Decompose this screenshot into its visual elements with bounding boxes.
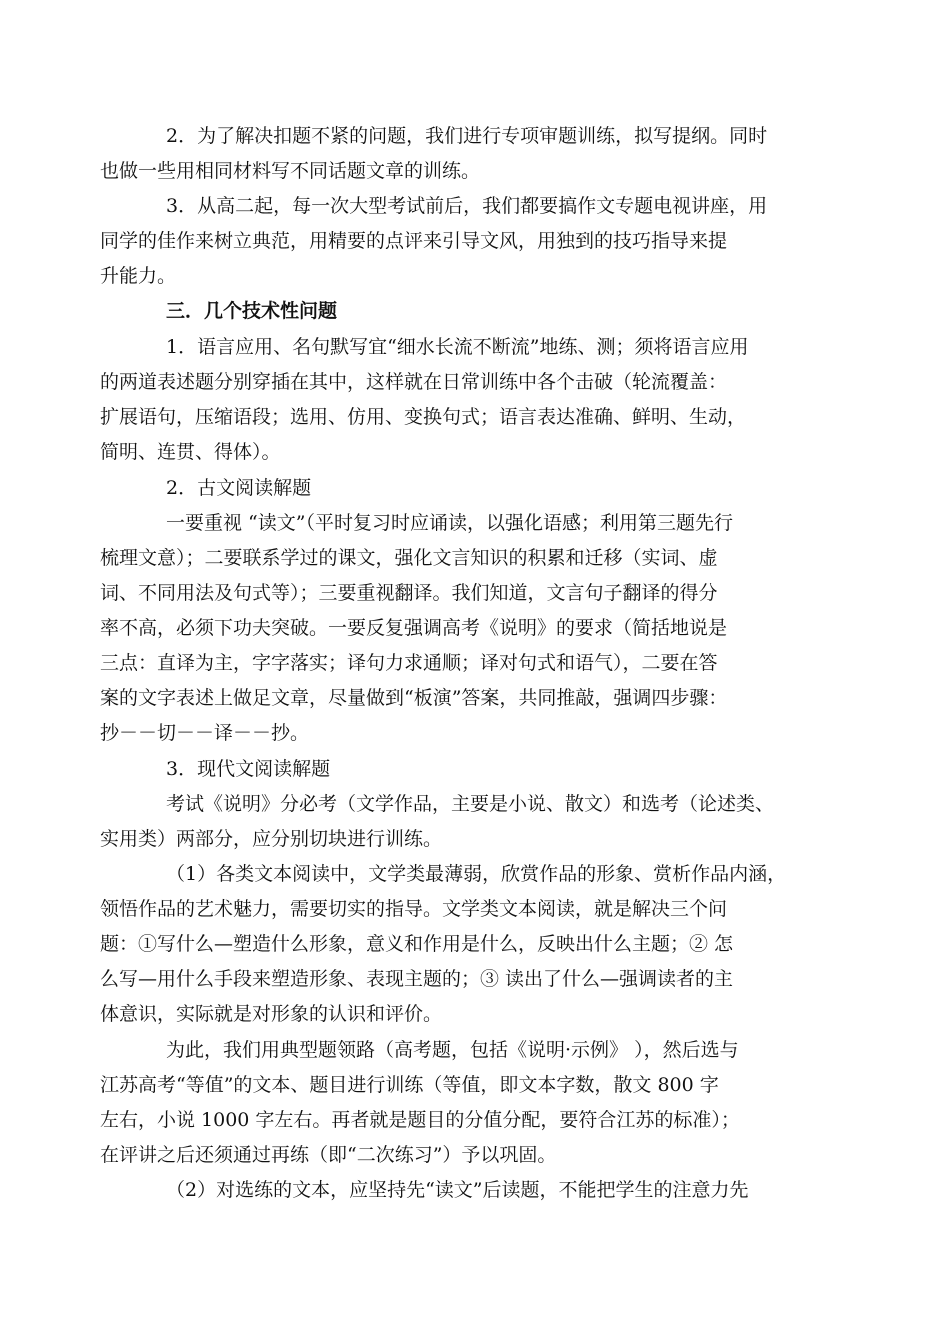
text-line: 的两道表述题分别穿插在其中，这样就在日常训练中各个击破（轮流覆盖： bbox=[100, 371, 728, 393]
text-line: 词、不同用法及句式等）；三要重视翻译。我们知道，文言句子翻译的得分 bbox=[100, 582, 718, 604]
text-line: （1）各类文本阅读中，文学类最薄弱，欣赏作品的形象、赏析作品内涵， bbox=[166, 863, 787, 885]
text-line: 升能力。 bbox=[100, 265, 177, 287]
text-line: 三点：直译为主，字字落实；译句力求通顺；译对句式和语气），二要在答 bbox=[100, 652, 718, 674]
text-line: 江苏高考“等值”的文本、题目进行训练（等值，即文本字数，散文 800 字 bbox=[100, 1074, 719, 1096]
text-line: 1．语言应用、名句默写宜“细水长流不断流”地练、测；须将语言应用 bbox=[166, 336, 749, 358]
text-line: 简明、连贯、得体）。 bbox=[100, 441, 281, 463]
text-line: 领悟作品的艺术魅力，需要切实的指导。文学类文本阅读，就是解决三个问 bbox=[100, 898, 728, 920]
section-heading: 三．几个技术性问题 bbox=[166, 300, 338, 322]
text-line: 考试《说明》分必考（文学作品，主要是小说、散文）和选考（论述类、 bbox=[166, 793, 775, 815]
text-line: 一要重视 “读文”（平时复习时应诵读，以强化语感；利用第三题先行 bbox=[166, 512, 733, 534]
text-line: 案的文字表述上做足文章，尽量做到“板演”答案，共同推敲，强调四步骤： bbox=[100, 687, 728, 709]
text-line: 2．为了解决扣题不紧的问题，我们进行专项审题训练，拟写提纲。同时 bbox=[166, 125, 768, 147]
text-line: 为此，我们用典型题领路（高考题，包括《说明·示例》 ），然后选与 bbox=[166, 1039, 739, 1061]
text-line: 同学的佳作来树立典范，用精要的点评来引导文风，用独到的技巧指导来提 bbox=[100, 230, 728, 252]
subheading: 3．现代文阅读解题 bbox=[166, 758, 331, 780]
text-line: 也做一些用相同材料写不同话题文章的训练。 bbox=[100, 160, 481, 182]
text-line: 么写—用什么手段来塑造形象、表现主题的；③ 读出了什么—强调读者的主 bbox=[100, 968, 734, 990]
text-line: （2）对选练的文本，应坚持先“读文”后读题，不能把学生的注意力先 bbox=[166, 1179, 749, 1201]
text-line: 体意识，实际就是对形象的认识和评价。 bbox=[100, 1003, 443, 1025]
subheading: 2．古文阅读解题 bbox=[166, 477, 312, 499]
text-line: 题：①写什么—塑造什么形象，意义和作用是什么，反映出什么主题；② 怎 bbox=[100, 933, 734, 955]
text-line: 抄－－切－－译－－抄。 bbox=[100, 722, 310, 744]
text-line: 扩展语句，压缩语段；选用、仿用、变换句式；语言表达准确、鲜明、生动， bbox=[100, 406, 747, 428]
text-line: 在评讲之后还须通过再练（即“二次练习”）予以巩固。 bbox=[100, 1144, 557, 1166]
text-line: 左右，小说 1000 字左右。再者就是题目的分值分配，要符合江苏的标准）； bbox=[100, 1109, 740, 1131]
text-line: 3．从高二起，每一次大型考试前后，我们都要搞作文专题电视讲座，用 bbox=[166, 195, 768, 217]
text-line: 梳理文意）；二要联系学过的课文，强化文言知识的积累和迁移（实词、虚 bbox=[100, 547, 718, 569]
text-line: 率不高，必须下功夫突破。一要反复强调高考《说明》的要求（简括地说是 bbox=[100, 617, 728, 639]
text-line: 实用类）两部分，应分别切块进行训练。 bbox=[100, 828, 443, 850]
